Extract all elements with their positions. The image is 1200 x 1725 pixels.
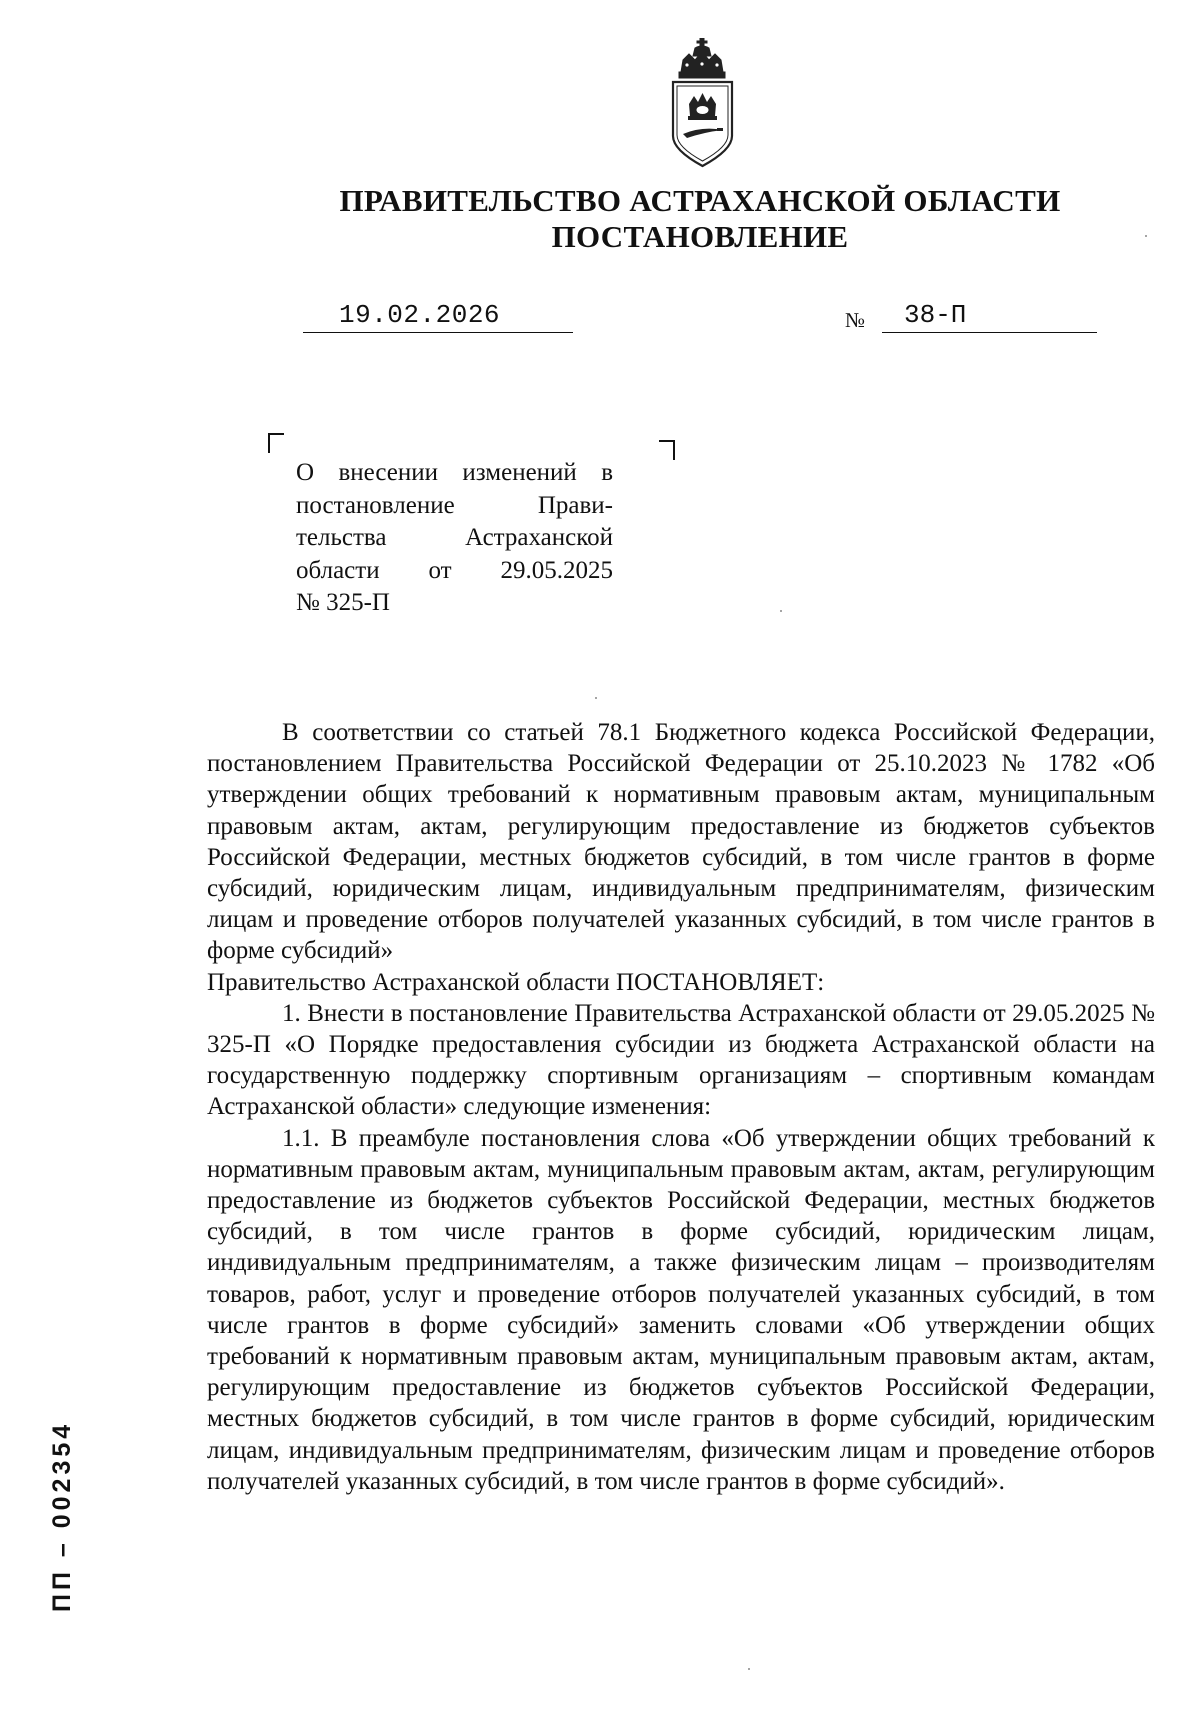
date-field [303, 298, 573, 333]
subject-line: постановление Прави- [296, 491, 613, 519]
document-body [207, 717, 1155, 1497]
subject-line: № 325-П [296, 589, 390, 616]
scan-speck [1145, 235, 1147, 237]
scan-speck [595, 697, 597, 699]
government-title: ПРАВИТЕЛЬСТВО АСТРАХАНСКОЙ ОБЛАСТИ [339, 183, 1061, 218]
document-type-title: ПОСТАНОВЛЕНИЕ [551, 219, 849, 254]
scan-speck [780, 610, 782, 612]
subject-bracket-left [268, 433, 284, 453]
body-paragraph-resolves: Правительство Астраханской области ПОСТАНОВЛЯЕТ: [207, 968, 825, 996]
document-number: 38-П [904, 300, 967, 330]
subject-line: тельства Астраханской [296, 524, 613, 551]
body-paragraph-item-1-1: 1.1. В преамбуле постановления слова «Об утверждении общих требований к нормативным правовым актам, муниципальным правовым актам, актам, регулирующим предоставление из бюджетов субъектов Российской Федерации, местных бюджетов субсидий, в том числе грантов в форме субсидий, юридическим лицам, индивидуальным предпринимателям, а также физическим лицам – производителям товаров, работ, услуг и проведение отборов получателей указанных субсидий, в том числе грантов в форме субсидий» заменить словами «Об утверждении общих требований к нормативным правовым актам, муниципальным правовым актам, актам, регулирующим предоставление из бюджетов субъектов Российской Федерации, местных бюджетов субсидий, в том числе грантов в форме субсидий, юридическим лицам, индивидуальным предпринимателям, физическим лицам и проведение отборов получателей указанных субсидий, в том числе грантов в форме субсидий». [207, 1124, 1155, 1495]
astrakhan-coat-of-arms-icon [665, 38, 740, 173]
subject-line: области от 29.05.2025 [296, 556, 613, 584]
body-paragraph-item-1: 1. Внести в постановление Правительства Астраханской области от 29.05.2025 № 325-П «О Порядке предоставления субсидии из бюджета Астраханской области на государственную поддержку спортивным организациям – спортивным командам Астраханской области» следующие изменения: [207, 999, 1155, 1121]
scan-speck [748, 1668, 750, 1670]
subject-line: О внесении изменений в [296, 459, 613, 486]
document-subject [296, 457, 613, 620]
body-paragraph-preamble: В соответствии со статьей 78.1 Бюджетного кодекса Российской Федерации, постановлением Правительства Российской Федерации от 25.10.2023 № 1782 «Об утверждении общих требований к нормативным правовым актам, муниципальным правовым актам, актам, регулирующим предоставление из бюджетов субъектов Российской Федерации, местных бюджетов субсидий, в том числе грантов в форме субсидий, юридическим лицам, индивидуальным предпринимателям, физическим лицам и проведение отборов получателей указанных субсидий, в том числе грантов в форме субсидий» [207, 719, 1155, 965]
subject-bracket-right [659, 440, 675, 460]
number-field [882, 298, 1097, 333]
document-date: 19.02.2026 [339, 300, 501, 330]
margin-registration-code: ПП – 002354 [48, 1420, 76, 1612]
number-sign: № [845, 308, 866, 332]
